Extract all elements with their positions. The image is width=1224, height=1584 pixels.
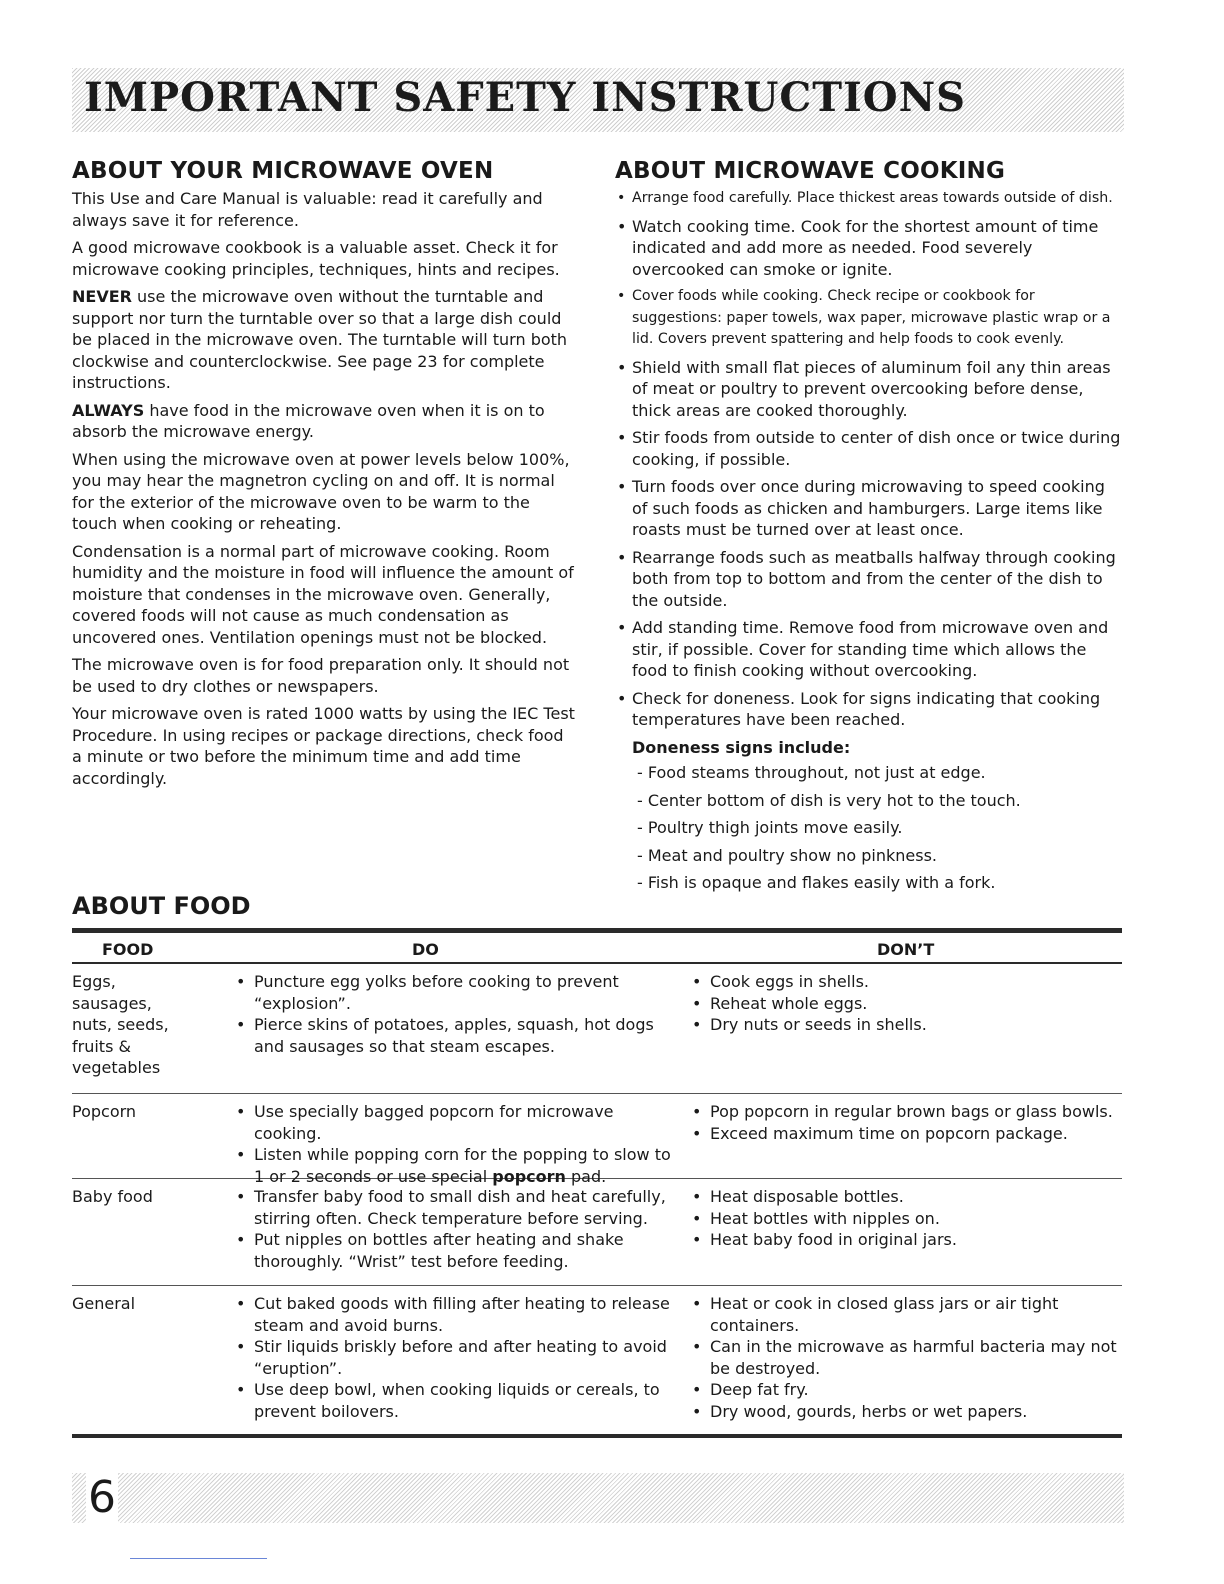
dont-item: • Heat bottles with nipples on. — [692, 1208, 940, 1228]
bullet: • — [617, 477, 627, 496]
always-text: have food in the microwave oven when it is on to absorb the microwave energy. — [72, 400, 545, 441]
food-cell: General — [72, 1294, 136, 1313]
do-item: • Cut baked goods with filling after heating to release steam and avoid burns. — [236, 1294, 670, 1335]
bullet: • — [617, 618, 627, 637]
dont-cell — [690, 1186, 1120, 1251]
bullet: • — [692, 1102, 702, 1121]
paragraph: A good microwave cookbook is a valuable asset. Check it for microwave cooking principles, techniques, hints and recipes. — [72, 238, 560, 279]
do-item: • Put nipples on bottles after heating and shake thoroughly. “Wrist” test before feeding. — [236, 1230, 624, 1271]
doneness-heading: Doneness signs include: — [632, 737, 851, 757]
do-item: • Listen while popping corn for the popping to slow to 1 or 2 seconds or use special popcorn pad. — [236, 1145, 671, 1186]
cooking-tips-list — [615, 188, 1125, 731]
link-underline — [130, 1558, 267, 1559]
bullet: • — [617, 688, 627, 708]
table-row — [72, 1094, 1122, 1186]
table-header — [72, 928, 1122, 964]
do-cell — [234, 1101, 674, 1187]
bullet: • — [692, 1230, 702, 1249]
list-item: • Cover foods while cooking. Check recipe or cookbook for suggestions: paper towels, wax paper, microwave plastic wrap or a lid. Covers prevent spattering and help foods to cook evenly. — [617, 288, 1111, 347]
bullet: • — [236, 1380, 246, 1399]
table-bottom-rule — [72, 1434, 1122, 1438]
dont-item: • Pop popcorn in regular brown bags or glass bowls. — [692, 1102, 1113, 1121]
bullet: • — [617, 216, 627, 236]
paragraph: When using the microwave oven at power levels below 100%, you may hear the magnetron cycling on and off. It is normal for the exterior of the microwave oven to be warm to the touch when cooking or reheating. — [72, 449, 570, 533]
column-header-food: FOOD — [102, 940, 154, 959]
dont-item: • Dry wood, gourds, herbs or wet papers. — [692, 1401, 1028, 1421]
column-header-dont: DON’T — [877, 940, 935, 959]
food-cell: Popcorn — [72, 1102, 137, 1121]
bullet: • — [617, 547, 627, 567]
column-header-do: DO — [412, 940, 439, 959]
about-cooking-section — [615, 158, 1125, 900]
list-item: • Watch cooking time. Cook for the shortest amount of time indicated and add more as needed. Food severely overcooked can smoke or ignite. — [617, 216, 1099, 279]
dont-item: • Exceed maximum time on popcorn package. — [692, 1123, 1068, 1143]
paragraph: This Use and Care Manual is valuable: read it carefully and always save it for reference. — [72, 189, 543, 230]
bullet: • — [617, 288, 626, 304]
table-row — [72, 1179, 1122, 1286]
paragraph: The microwave oven is for food preparation only. It should not be used to dry clothes or newspapers. — [72, 655, 570, 696]
doneness-item: - Food steams throughout, not just at edge. — [637, 763, 986, 782]
food-cell: Eggs, sausages, nuts, seeds, fruits & vegetables — [72, 972, 169, 1077]
paragraph: Your microwave oven is rated 1000 watts by using the IEC Test Procedure. In using recipes or package directions, check food a minute or two before the minimum time and add time accordingly. — [72, 704, 575, 788]
bullet: • — [692, 1015, 702, 1034]
list-item: • Shield with small flat pieces of aluminum foil any thin areas of meat or poultry to prevent overcooking before dense, thick areas are cooked thoroughly. — [617, 357, 1111, 420]
list-item: • Turn foods over once during microwaving to speed cooking of such foods as chicken and hamburgers. Large items like roasts must be turned over at least once. — [617, 477, 1105, 539]
bullet: • — [617, 428, 627, 447]
bullet: • — [692, 1337, 702, 1356]
do-item: • Stir liquids briskly before and after heating to avoid “eruption”. — [236, 1337, 667, 1378]
do-item: • Use specially bagged popcorn for microwave cooking. — [236, 1102, 614, 1143]
paragraph-never — [72, 286, 577, 394]
bullet: • — [692, 1401, 702, 1421]
page-title: IMPORTANT SAFETY INSTRUCTIONS — [84, 74, 967, 121]
food-cell: Baby food — [72, 1187, 153, 1206]
bullet: • — [236, 1015, 246, 1034]
bullet: • — [692, 993, 702, 1013]
never-text: use the microwave oven without the turntable and support nor turn the turntable over so that a large dish could be placed in the microwave oven. The turntable will turn both clockwise and counterclockwise. See page 23 for complete instructions. — [72, 287, 568, 392]
dont-item: • Heat baby food in original jars. — [692, 1230, 957, 1249]
table-row — [72, 1286, 1122, 1434]
do-item: • Use deep bowl, when cooking liquids or cereals, to prevent boilovers. — [236, 1380, 660, 1421]
about-cooking-heading: ABOUT MICROWAVE COOKING — [615, 158, 1006, 184]
about-oven-heading: ABOUT YOUR MICROWAVE OVEN — [72, 158, 494, 184]
bullet: • — [692, 1123, 702, 1143]
dont-item: • Reheat whole eggs. — [692, 993, 868, 1013]
bullet: • — [617, 357, 627, 377]
dont-item: • Heat disposable bottles. — [692, 1187, 904, 1206]
bullet: • — [617, 190, 626, 206]
doneness-item: - Meat and poultry show no pinkness. — [637, 845, 937, 865]
never-keyword: NEVER — [72, 287, 132, 306]
title-banner — [72, 68, 1124, 132]
bullet: • — [236, 1337, 246, 1356]
do-cell — [234, 971, 674, 1057]
list-item: • Arrange food carefully. Place thickest areas towards outside of dish. — [615, 188, 1125, 210]
do-cell — [234, 1293, 674, 1422]
page-number: 6 — [88, 1472, 116, 1523]
bullet: • — [236, 972, 246, 991]
bullet: • — [692, 1380, 702, 1399]
do-item: • Puncture egg yolks before cooking to prevent “explosion”. — [236, 972, 619, 1013]
list-item: • Add standing time. Remove food from microwave oven and stir, if possible. Cover for standing time which allows the food to finish cooking without overcooking. — [617, 618, 1109, 680]
dont-item: • Dry nuts or seeds in shells. — [692, 1015, 927, 1034]
list-item: • Rearrange foods such as meatballs halfway through cooking both from top to bottom and from the center of the dish to the outside. — [617, 547, 1116, 610]
dont-cell — [690, 1101, 1120, 1144]
dont-cell — [690, 971, 1120, 1036]
doneness-item: - Poultry thigh joints move easily. — [637, 818, 903, 837]
do-cell — [234, 1186, 674, 1272]
list-item: • Stir foods from outside to center of dish once or twice during cooking, if possible. — [617, 428, 1121, 469]
dont-item: • Can in the microwave as harmful bacteria may not be destroyed. — [692, 1337, 1117, 1378]
dont-item: • Heat or cook in closed glass jars or air tight containers. — [692, 1294, 1059, 1335]
bullet: • — [692, 1187, 702, 1206]
list-item: • Check for doneness. Look for signs indicating that cooking temperatures have been reached. — [617, 688, 1101, 729]
bullet: • — [692, 1294, 702, 1313]
bullet: • — [692, 972, 702, 991]
table-row — [72, 964, 1122, 1094]
bullet: • — [236, 1187, 246, 1206]
paragraph: Condensation is a normal part of microwave cooking. Room humidity and the moisture in food will influence the amount of moisture that condenses in the microwave oven. Generally, covered foods will not cause as much condensation as uncovered ones. Ventilation openings must not be blocked. — [72, 541, 574, 647]
bullet: • — [236, 1145, 246, 1164]
food-table — [72, 928, 1122, 1438]
bullet: • — [236, 1294, 246, 1313]
about-food-heading: ABOUT FOOD — [72, 892, 251, 920]
bullet: • — [236, 1102, 246, 1121]
dont-item: • Cook eggs in shells. — [692, 972, 869, 991]
paragraph-always — [72, 400, 577, 443]
do-item: • Pierce skins of potatoes, apples, squash, hot dogs and sausages so that steam escapes. — [236, 1015, 654, 1056]
bullet: • — [692, 1208, 702, 1228]
dont-item: • Deep fat fry. — [692, 1380, 809, 1399]
doneness-item: - Fish is opaque and flakes easily with a fork. — [637, 873, 996, 892]
do-item: • Transfer baby food to small dish and heat carefully, stirring often. Check temperature before serving. — [236, 1187, 666, 1228]
bullet: • — [236, 1230, 246, 1249]
doneness-list — [637, 762, 1125, 894]
doneness-item: - Center bottom of dish is very hot to the touch. — [637, 790, 1021, 810]
dont-cell — [690, 1293, 1120, 1422]
footer-band — [72, 1473, 1124, 1523]
about-oven-section — [72, 158, 577, 795]
always-keyword: ALWAYS — [72, 400, 145, 420]
